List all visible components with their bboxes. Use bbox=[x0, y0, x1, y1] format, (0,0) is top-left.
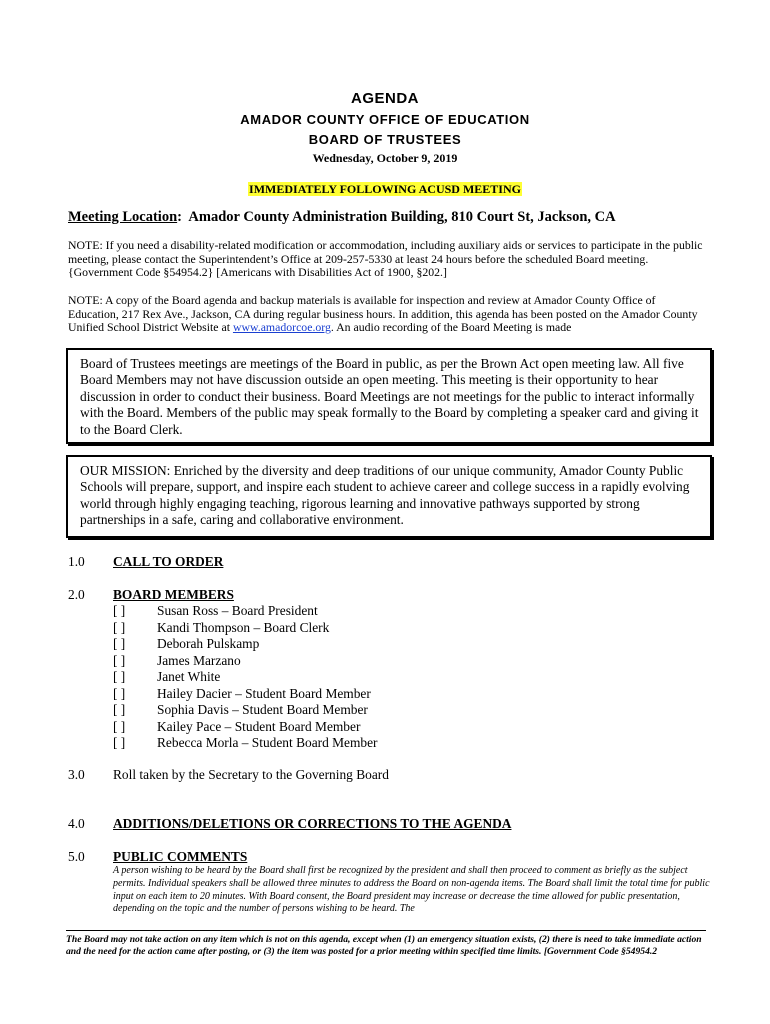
following-highlight: IMMEDIATELY FOLLOWING ACUSD MEETING bbox=[249, 182, 521, 196]
member-name: Rebecca Morla – Student Board Member bbox=[157, 735, 378, 750]
member-checkbox[interactable]: [ ] bbox=[113, 685, 126, 701]
location-colon: : bbox=[177, 209, 182, 225]
member-name: Deborah Pulskamp bbox=[157, 636, 260, 651]
item-number: 4.0 bbox=[68, 816, 85, 831]
member-row bbox=[113, 686, 371, 702]
member-name: Susan Ross – Board President bbox=[157, 603, 318, 618]
member-name: Janet White bbox=[157, 669, 221, 684]
member-checkbox[interactable]: [ ] bbox=[113, 702, 126, 717]
member-row bbox=[113, 719, 360, 735]
item-title-public-comments: PUBLIC COMMENTS bbox=[113, 849, 248, 864]
item-title-additions: ADDITIONS/DELETIONS OR CORRECTIONS TO THE AGENDA bbox=[113, 816, 512, 831]
agenda-title: AGENDA bbox=[350, 90, 419, 107]
item-title-board-members: BOARD MEMBERS bbox=[113, 587, 234, 602]
member-row bbox=[113, 653, 241, 669]
org-name: AMADOR COUNTY OFFICE OF EDUCATION bbox=[240, 112, 530, 127]
member-name: James Marzano bbox=[157, 652, 241, 668]
item-title-call-to-order: CALL TO ORDER bbox=[113, 554, 224, 569]
member-checkbox[interactable]: [ ] bbox=[113, 652, 126, 668]
website-link[interactable]: www.amadorcoe.org bbox=[232, 320, 331, 335]
location-value: Amador County Administration Building, 810 Court St, Jackson, CA bbox=[181, 209, 616, 225]
member-checkbox[interactable]: [ ] bbox=[113, 735, 126, 750]
footer-divider bbox=[66, 930, 706, 931]
member-name: Kailey Pace – Student Board Member bbox=[157, 718, 361, 734]
member-checkbox[interactable]: [ ] bbox=[113, 619, 126, 635]
member-row bbox=[113, 702, 368, 718]
item-number: 5.0 bbox=[68, 849, 85, 864]
availability-note-text: NOTE: A copy of the Board agenda and backup materials is available for inspection and review at Amador County Office of Education, 217 Rex Ave., Jackson, CA during regular business hours. In addition, this agenda has been posted on the Amador County Unified School District Website at bbox=[68, 293, 698, 335]
footer-notice: The Board may not take action on any item which is not on this agenda, except when (1) an emergency situation exists, (2) there is need to take immediate action and the need for the action came after posting, or (3) the item was posted for a prior meeting within specified time limits. [Government Code §54954.2 bbox=[66, 934, 702, 958]
member-name: Sophia Davis – Student Board Member bbox=[157, 702, 368, 717]
item-number: 1.0 bbox=[68, 554, 85, 569]
member-row bbox=[113, 735, 378, 751]
item-number: 2.0 bbox=[68, 587, 85, 602]
board-name: BOARD OF TRUSTEES bbox=[308, 132, 462, 147]
member-row bbox=[113, 620, 329, 636]
item-number: 3.0 bbox=[68, 767, 85, 782]
member-checkbox[interactable]: [ ] bbox=[113, 718, 126, 734]
member-row bbox=[113, 669, 220, 685]
following-banner bbox=[0, 180, 770, 198]
member-name: Hailey Dacier – Student Board Member bbox=[157, 685, 371, 701]
member-checkbox[interactable]: [ ] bbox=[113, 603, 126, 618]
member-row bbox=[113, 603, 318, 619]
meeting-location bbox=[68, 209, 616, 226]
brown-act-box: Board of Trustees meetings are meetings of the Board in public, as per the Brown Act open meeting law. All five Board Members may not have discussion outside an open meeting. This meeting is their opportunity to hear discussion in order to conduct their business. Board Meetings are not meetings for the public to interact informally with the Board. Members of the public may speak formally to the Board by completing a speaker card and giving it to the Board Clerk. bbox=[66, 348, 712, 444]
public-comments-text: A person wishing to be heard by the Board shall first be recognized by the president and shall then proceed to comment as briefly as the subject permits. Individual speakers shall be allowed three minutes to address the Board on non-agenda items. The Board shall limit the total time for public input on each item to 20 minutes. With Board consent, the Board president may increase or decrease the time allowed for public presentation, depending on the topic and the number of persons wishing to be heard. The bbox=[113, 865, 710, 915]
meeting-date: Wednesday, October 9, 2019 bbox=[312, 151, 458, 165]
disability-note: NOTE: If you need a disability-related modification or accommodation, including auxiliary aids or services to participate in the public meeting, please contact the Superintendent’s Office at 209-257-5330 at least 24 hours before the scheduled Board meeting. {Government Code §54954.2} [Americans with Disabilities Act of 1900, §202.] bbox=[68, 238, 703, 280]
member-checkbox[interactable]: [ ] bbox=[113, 669, 126, 684]
availability-note-tail: . An audio recording of the Board Meeting is made bbox=[330, 320, 572, 335]
availability-note bbox=[68, 294, 708, 335]
member-checkbox[interactable]: [ ] bbox=[113, 636, 126, 651]
member-name: Kandi Thompson – Board Clerk bbox=[157, 619, 330, 635]
item-text-roll: Roll taken by the Secretary to the Governing Board bbox=[113, 767, 389, 782]
location-label: Meeting Location bbox=[68, 209, 178, 225]
mission-box: OUR MISSION: Enriched by the diversity and deep traditions of our unique community, Amador County Public Schools will prepare, support, and inspire each student to achieve career and college success in a rapidly evolving world through highly engaging teaching, rigorous learning and innovative pathways supported by strong partnerships in a safe, caring and collaborative environment. bbox=[66, 455, 712, 538]
member-row bbox=[113, 636, 259, 652]
